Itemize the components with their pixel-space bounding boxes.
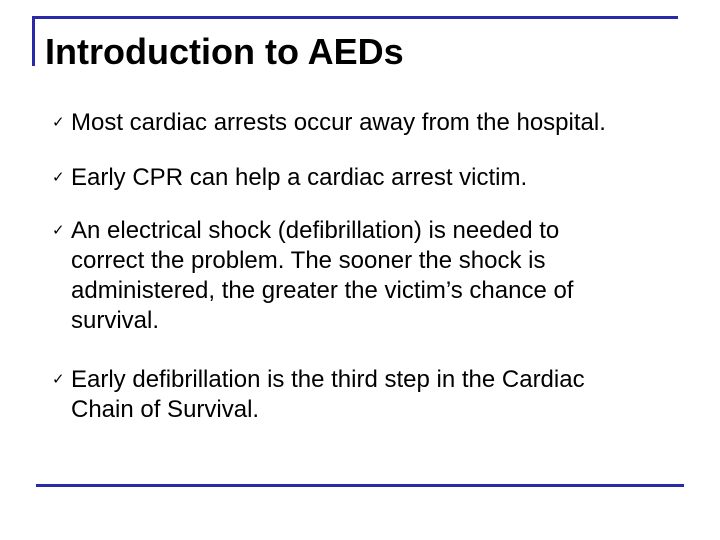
bullet-text: Early CPR can help a cardiac arrest victim. — [71, 164, 528, 191]
title-frame-top-rule — [32, 16, 678, 19]
footer-rule — [36, 484, 684, 487]
slide-title: Introduction to AEDs — [45, 31, 404, 72]
check-mark-icon: ✓ — [52, 113, 65, 131]
bullet-text: An electrical shock (defibrillation) is needed to correct the problem. The sooner the shock is administered, the greater the victim’s chance of survival. — [71, 217, 574, 334]
check-mark-icon: ✓ — [52, 370, 65, 388]
bullet-text: Early defibrillation is the third step in the Cardiac Chain of Survival. — [71, 366, 585, 423]
bullet-text: Most cardiac arrests occur away from the hospital. — [71, 109, 606, 136]
check-mark-icon: ✓ — [52, 221, 65, 239]
title-frame-left-rule — [32, 16, 35, 66]
check-mark-icon: ✓ — [52, 168, 65, 186]
